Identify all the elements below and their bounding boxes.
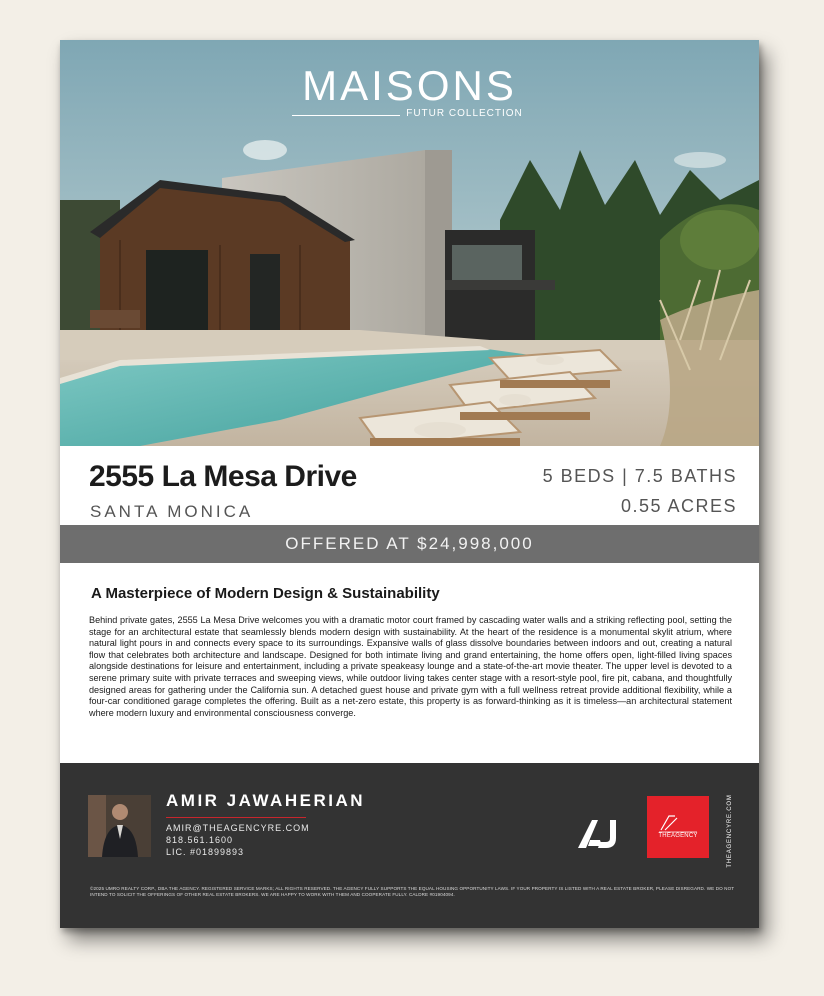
agent-name: AMIR JAWAHERIAN <box>166 791 366 810</box>
agent-headshot <box>88 795 151 857</box>
agency-label: THEAGENCY <box>658 833 698 839</box>
property-city: SANTA MONICA <box>90 502 254 521</box>
listing-flyer <box>60 40 759 928</box>
legal-disclaimer: ©2025 UMRO REALTY CORP., DBA THE AGENCY. REGISTERED SERVICE MARKS; ALL RIGHTS RESERVED. THE AGENCY FULLY SUPPORTS THE EQUAL HOUSING OPPORTUNITY LAWS. IF YOUR PROPERTY IS LISTED WITH A REAL ESTATE BROKER, PLEASE DISREGARD. WE DO NOT INTEND TO SOLICIT THE OFFERINGS OF OTHER REAL ESTATE BROKERS. WE ARE HAPPY TO WORK WITH THEM AND COOPERATE FULLY. CALDRE #01904094. <box>90 886 735 897</box>
agent-license: LIC. #01899893 <box>166 847 245 857</box>
description-body: Behind private gates, 2555 La Mesa Drive welcomes you with a dramatic motor court framed by cascading water walls and a striking reflecting pool, setting the stage for an architectural estate that seamlessly blends modern design with sustainability. At the heart of the residence is a monumental skylit atrium, where natural light pours in and connects every space to its surroundings. Expansive walls of glass dissolve boundaries between indoors and out, creating a natural flow that celebrates both architecture and landscape. Designed for both intimate living and grand entertaining, the home offers open, light-filled living spaces alongside destinations for leisure and entertainment, including a private speakeasy lounge and a state-of-the-art movie theater. The upper level is devoted to a serene primary suite with private terraces and sweeping views, while outdoor living takes center stage with a resort-style pool, fire pit, cabana, and thoughtfully designed areas for gathering under the California sun. A detached guest house and private gym with a full wellness retreat provide additional flexibility, while a four-car conditioned garage completes the offering. Built as a net-zero estate, this property is as forward-thinking as it is timeless—an architectural statement where modern luxury and environmental consciousness converge. <box>89 615 732 718</box>
description-headline: A Masterpiece of Modern Design & Sustainability <box>91 585 440 602</box>
agent-phone[interactable]: 818.561.1600 <box>166 835 234 845</box>
property-address: 2555 La Mesa Drive <box>89 460 357 493</box>
hero-photo <box>60 40 759 446</box>
logo-wordmark: MAISONS <box>302 62 517 109</box>
beds-baths: 5 BEDS | 7.5 BATHS <box>542 466 737 486</box>
price-banner: OFFERED AT $24,998,000 <box>60 525 759 563</box>
aj-monogram-icon <box>578 818 626 850</box>
listing-header <box>60 446 759 525</box>
the-agency-logo <box>647 796 709 858</box>
agent-email[interactable]: AMIR@THEAGENCYRE.COM <box>166 823 310 833</box>
agency-website[interactable]: THEAGENCYRE.COM <box>727 794 733 868</box>
logo-divider <box>292 115 400 116</box>
agent-footer <box>60 763 759 928</box>
agency-mark-icon <box>647 796 709 858</box>
description-section <box>60 563 759 763</box>
maisons-logo <box>60 64 759 119</box>
agent-divider <box>166 817 306 818</box>
logo-subtitle: FUTUR COLLECTION <box>406 108 523 119</box>
lot-size: 0.55 ACRES <box>620 496 737 516</box>
